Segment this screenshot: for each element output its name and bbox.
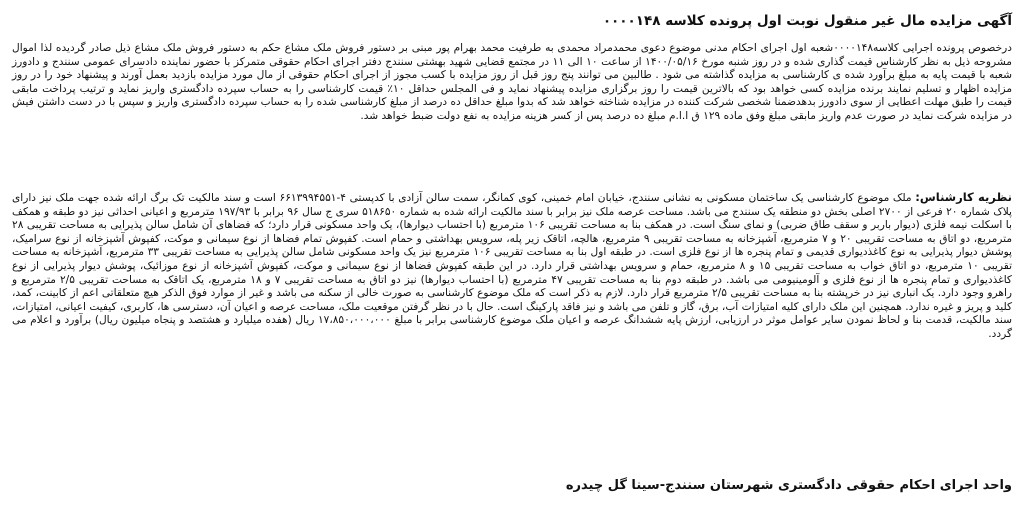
appraisal-heading: نظریه کارشناس: [915, 190, 1012, 204]
notice-title: آگهی مزایده مال غیر منقول نوبت اول پرونده کلاسه ۰۰۰۰۱۴۸ [602, 13, 1012, 29]
issuing-office-signature: واحد اجرای احکام حقوقی دادگستری شهرستان سنندج-سینا گل چیدره [565, 478, 1012, 493]
auction-notice [8, 0, 1016, 506]
appraisal-body: ملک موضوع کارشناسی یک ساختمان مسکونی به نشانی سنندج، خیابان امام خمینی، کوی کمانگر، سمت سالن آزادی با کدپستی ۴-۶۶۱۳۹۹۴۵۵۱ است و سند مالکیت تک برگ ارائه شده جهت ملک نیز دارای پلاک شماره ۲۰ فرعی از ۲۷۰۰ اصلی بخش دو منطقه یک سنندج می باشد. مساحت عرصه ملک نیز برابر با سند مالکیت ارائه شده به شماره ۵۱۸۶۵۰ سری ج سال ۹۶ برابر با ۱۹۷/۹۳ مترمربع و اعیانی احداثی نیز دو طبقه و همکف با اسکلت نیمه فلزی (دیوار باربر و سقف طاق ضربی) و نمای سنگ است. در همکف بنا به مساحت تقریبی ۱۰۶ مترمربع (با احتساب دیوارها)، یک واحد مسکونی قرار دارد؛ که فضاهای آن شامل سالن پذیرایی به مساحت تقریبی ۲۸ مترمربع، دو اتاق به مساحت تقریبی ۲۰ و ۷ مترمربع، آشپزخانه به مساحت تقریبی ۹ مترمربع، هالچه، اتاقک زیر پله، سرویس بهداشتی و حمام است. کفپوش تمام فضاها از نوع سیمانی و موکت، کفپوش آشپزخانه از نوع سرامیک، پوشش دیوار پذیرایی به نوع کاغذدیواری قدیمی و تمام پنجره ها از نوع فلزی است. در طبقه اول بنا به مساحت تقریبی ۱۰۶ مترمربع نیز یک واحد مسکونی شامل سالن پذیرایی به مساحت تقریبی ۳۳ مترمربع، آشپزخانه به مساحت تقریبی ۱۰ مترمربع، دو اتاق خواب به مساحت تقریبی ۱۵ و ۸ مترمربع، حمام و سرویس بهداشتی قرار دارد. در این طبقه کفپوش فضاها از نوع سیمانی و موکت، کفپوش آشپزخانه از نوع موزائیک، پوشش دیوار پذیرایی از نوع کاغذدیواری و تمام پنجره ها از نوع فلزی و آلومینیومی می باشد. در طبقه دوم بنا به مساحت تقریبی ۴۷ مترمربع (با احتساب دیوارها) نیز دو اتاق به مساحت تقریبی ۷ و ۱۸ مترمربع، یک اتاقک به مساحت تقریبی ۲/۵ مترمربع و راهرو وجود دارد. یک انباری نیز در خرپشته بنا به مساحت تقریبی ۲/۵ مترمربع قرار دارد. لازم به ذکر است که ملک موضوع کارشناسی به صورت خالی از سکنه می باشد و غیر از موارد فوق الذکر هیچ متعلقاتی اعم از کابینت، کمد، کلید و پریز و غیره ندارد. همچنین این ملک دارای کلیه امتیازات آب، برق، گاز و تلفن می باشد و نیز فاقد پارکینگ است. حال با در نظر گرفتن موقعیت ملک، مساحت عرصه و اعیان آن، دسترسی ها، کاربری، کیفیت اعیانی، امتیازات، سند مالکیت، قدمت بنا و لحاظ نمودن سایر عوامل موثر در ارزیابی، ارزش پایه ششدانگ عرصه و اعیان ملک موضوع کارشناسی برابر با مبلغ ۱۷،۸۵۰،۰۰۰،۰۰۰ ریال (هفده میلیارد و هشتصد و پنجاه میلیون ریال) برآورد و اعلام می گردد. [12, 192, 1013, 340]
notice-intro-paragraph: درخصوص پرونده اجرایی کلاسه۰۰۰۰۱۴۸شعبه اول اجرای احکام مدنی موضوع دعوی محمدمراد محمدی به طرفیت محمد بهرام پور مبنی بر دستور فروش ملک مشاع حکم به دستور فروش ملک مشاع ذیل صادر گردیده لذا اموال مشروحه ذیل به نظر کارشناس قیمت گذاری شده و در روز شنبه مورخ ۱۴۰۰/۰۵/۱۶ از ساعت ۱۰ الی ۱۱ در مجتمع قضایی شهید بهشتی سنندج دفتر اجرای احکام حقوقی متمرکز با حضور نماینده دادسرای عمومی سنندج و دادورز شعبه با قیمت پایه به مبلغ برآورد شده ی کارشناسی به مزایده گذاشته می شود . طالبین می توانند پنج روز قبل از روز مزایده با کسب مجوز از اجرای احکام حقوقی از مال مورد مزایده بازدید بعمل آورند و پیشنهاد خود را در روز مزایده اظهار و تسلیم نمایند برنده مزایده کسی خواهد بود که بالاترین قیمت را روز برگزاری مزایده پیشنهاد نماید و فی المجلس حداقل ۱۰٪ قیمت کارشناسی را به حساب سپرده دادگستری واریز نماید و ترتیب پرداخت مابقی قیمت را طبق مهلت اعطایی از سوی دادورز بدهدضمنا شخصی شرکت کننده در مزایده شناخته خواهد شد که بدوا مبلغ حداقل ده درصد از مبلغ کارشناسی شده را به حساب سپرده دادگستری واریز و سپس با در دست داشتن فیش در مزایده شرکت نماید در صورت عدم واریز مابقی مبلغ وفق ماده ۱۲۹ ق ا.ا.م مبلغ ده درصد پس از کسر هزینه مزایده به نفع دولت ضبط خواهد شد. [12, 42, 1013, 122]
appraisal-paragraph [12, 191, 1012, 342]
